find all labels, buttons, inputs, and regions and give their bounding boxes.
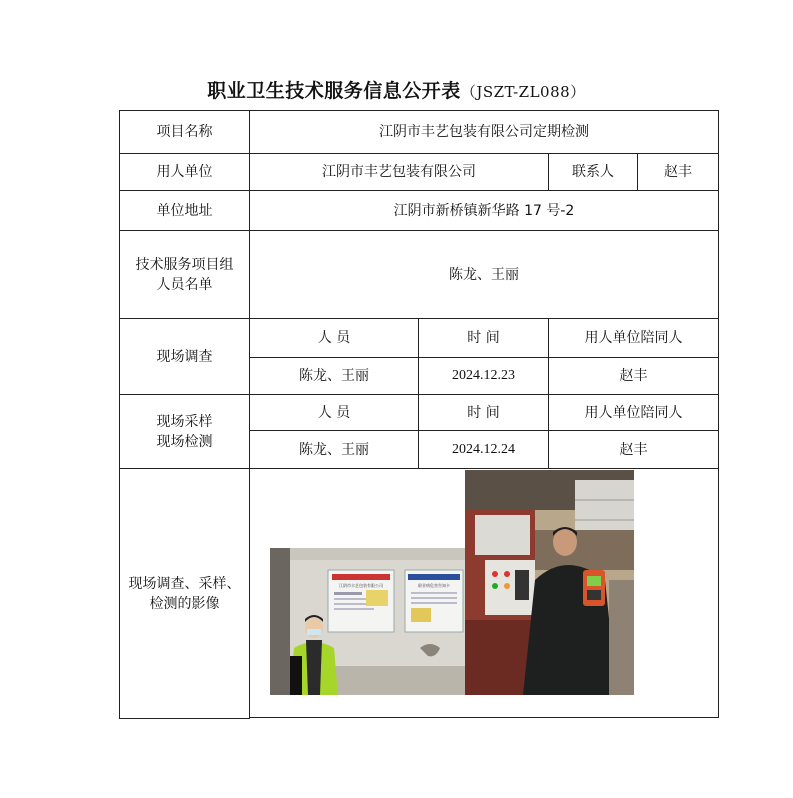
survey-personnel-header: 人 员: [249, 318, 419, 358]
survey-escort-header: 用人单位陪同人: [548, 318, 719, 358]
page-title: [0, 76, 793, 103]
contact-label: 联系人: [548, 153, 638, 191]
survey-label: 现场调查: [119, 318, 250, 395]
employer-value: 江阴市丰艺包装有限公司: [249, 153, 549, 191]
survey-date: 2024.12.23: [418, 357, 549, 395]
sampling-escort-header: 用人单位陪同人: [548, 394, 719, 431]
contact-value: 赵丰: [637, 153, 719, 191]
images-label-line2: 检测的影像: [149, 595, 220, 612]
employer-label: 用人单位: [119, 153, 250, 191]
sampling-time-header: 时 间: [418, 394, 549, 431]
title-main: 职业卫生技术服务信息公开表: [207, 80, 461, 102]
project-name-label: 项目名称: [119, 110, 250, 154]
sampling-escort: 赵丰: [548, 430, 719, 469]
survey-personnel: 陈龙、王丽: [249, 357, 419, 395]
sampling-date: 2024.12.24: [418, 430, 549, 469]
sampling-photo: [465, 470, 634, 695]
title-code: （JSZT-ZL088）: [460, 83, 586, 101]
images-label-line1: 现场调查、采样、: [128, 575, 241, 592]
survey-time-header: 时 间: [418, 318, 549, 358]
team-value: 陈龙、王丽: [249, 230, 719, 319]
sampling-label: [119, 394, 250, 469]
notice-board-header-right: 职业病危害告知卡: [418, 583, 450, 588]
team-label-line1: 技术服务项目组: [135, 256, 234, 273]
address-label: 单位地址: [119, 190, 250, 231]
sampling-label-line2: 现场检测: [156, 433, 213, 450]
sampling-label-line1: 现场采样: [156, 413, 213, 430]
images-label: [119, 468, 250, 719]
survey-photo: [270, 548, 466, 695]
team-label: [119, 230, 250, 319]
team-label-line2: 人员名单: [156, 276, 213, 293]
sampling-personnel: 陈龙、王丽: [249, 430, 419, 469]
address-value: 江阴市新桥镇新华路 17 号-2: [249, 190, 719, 231]
sampling-personnel-header: 人 员: [249, 394, 419, 431]
survey-escort: 赵丰: [548, 357, 719, 395]
notice-board-header-left: 江阴市丰艺包装有限公司: [339, 583, 383, 588]
project-name-value: 江阴市丰艺包装有限公司定期检测: [249, 110, 719, 154]
